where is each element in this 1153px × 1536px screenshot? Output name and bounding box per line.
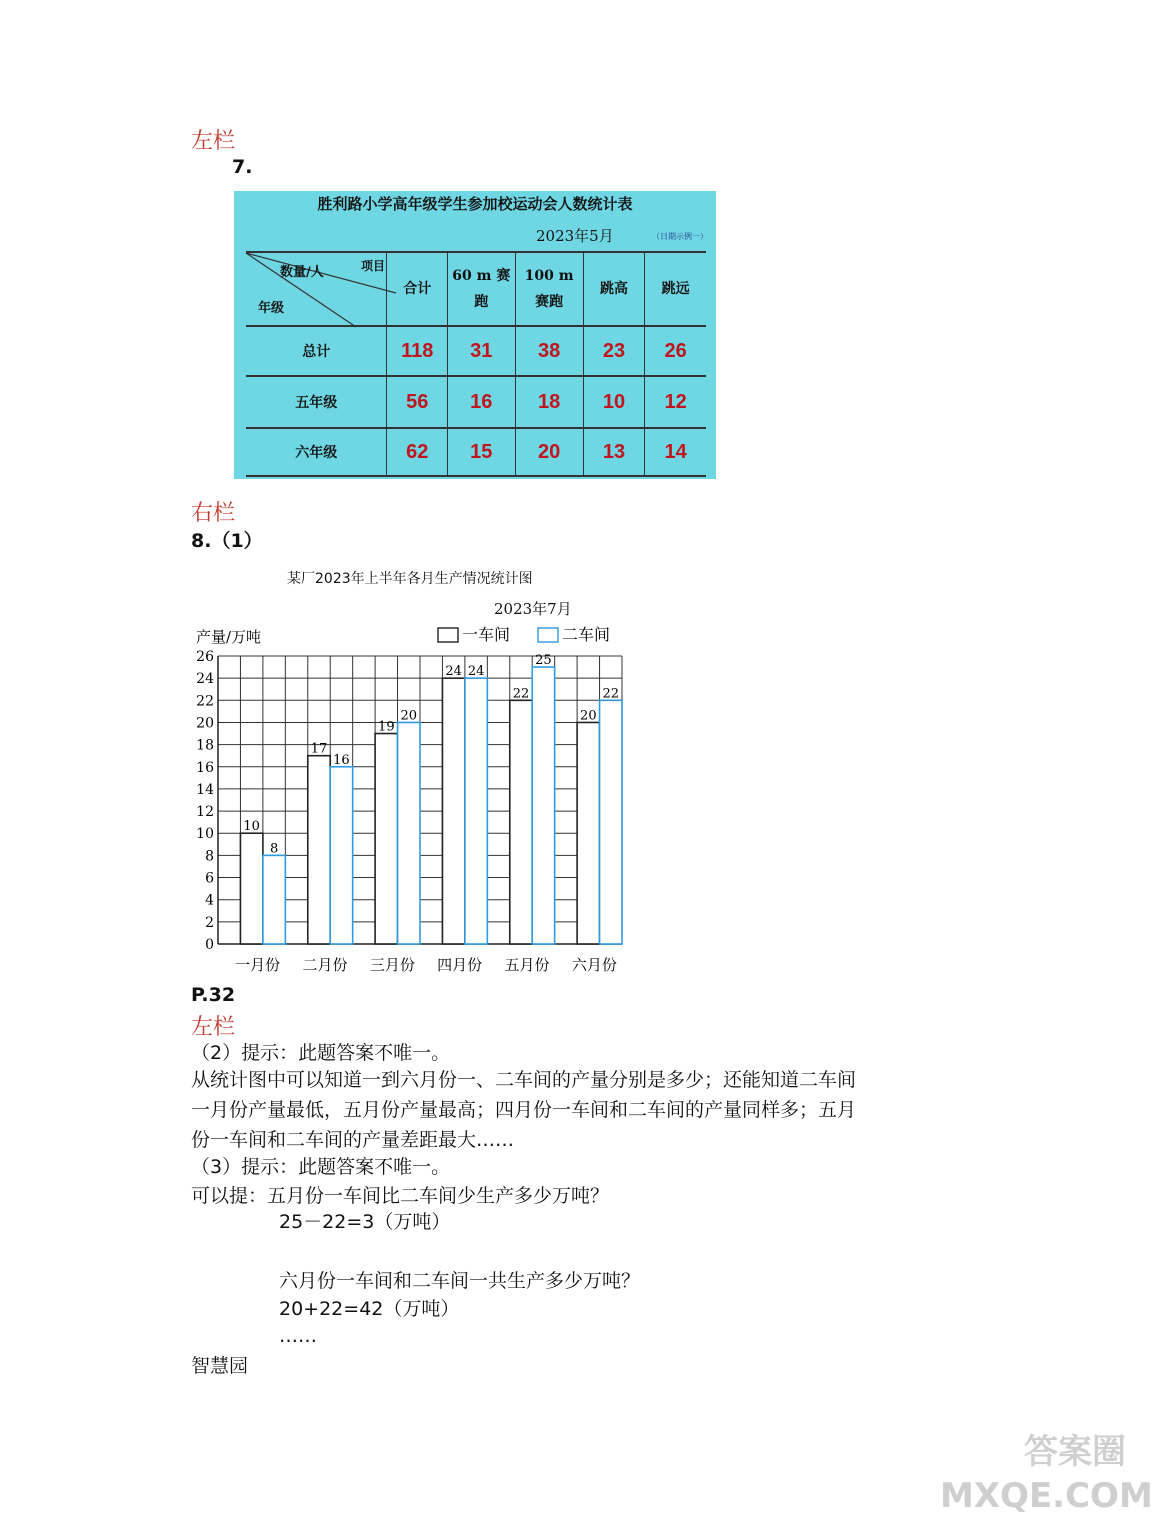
header-100m: 100 m 赛跑 — [515, 252, 583, 326]
bar-二车间 — [398, 722, 420, 944]
y-tick-label: 22 — [196, 693, 214, 710]
header-60m: 60 m 赛跑 — [448, 252, 515, 326]
statistics-table — [246, 251, 706, 477]
answer-3-question-2: 六月份一车间和二车间一共生产多少万吨？ — [279, 1270, 641, 1292]
answer-2-line-3: 份一车间和二车间的产量差距最大…… — [191, 1129, 515, 1151]
left-column-label-2: 左栏 — [191, 1015, 236, 1040]
data-label: 19 — [378, 719, 395, 735]
data-label: 8 — [269, 841, 279, 857]
right-column-label: 右栏 — [191, 501, 236, 526]
table-row — [246, 326, 706, 376]
table-note: （日期示例一） — [652, 232, 708, 241]
data-label: 22 — [512, 686, 530, 702]
answer-3-calc-1: 25－22=3（万吨） — [279, 1211, 451, 1233]
bar-二车间 — [532, 667, 554, 944]
y-tick-label: 14 — [196, 781, 214, 798]
cell: 10 — [583, 376, 645, 428]
y-tick-label: 10 — [196, 826, 214, 843]
data-label: 24 — [467, 664, 485, 680]
answer-3-hint: （3）提示：此题答案不唯一。 — [191, 1156, 451, 1178]
cell: 62 — [387, 428, 448, 476]
bar-二车间 — [263, 855, 285, 944]
y-tick-label: 8 — [205, 848, 214, 865]
x-tick-label: 三月份 — [369, 956, 415, 974]
table-title: 胜利路小学高年级学生参加校运动会人数统计表 — [317, 195, 633, 213]
answer-3-calc-2: 20+22=42（万吨） — [279, 1298, 460, 1320]
cell: 13 — [583, 428, 645, 476]
corner-grade-label: 年级 — [258, 301, 285, 316]
y-tick-label: 16 — [196, 759, 214, 776]
data-label: 10 — [243, 819, 260, 835]
cell: 118 — [387, 326, 448, 376]
legend-label: 二车间 — [562, 625, 611, 644]
data-label: 20 — [580, 708, 597, 724]
answer-2-line-2: 一月份产量最低，五月份产量最高；四月份一车间和二车间的产量同样多；五月 — [191, 1099, 857, 1121]
legend-label: 一车间 — [462, 625, 511, 644]
left-column-label: 左栏 — [191, 129, 236, 154]
cell: 16 — [448, 376, 515, 428]
chart-title: 某厂2023年上半年各月生产情况统计图 — [287, 571, 533, 587]
cell: 38 — [515, 326, 583, 376]
bar-一车间 — [308, 756, 330, 944]
x-tick-label: 四月份 — [437, 956, 483, 974]
y-tick-label: 24 — [196, 671, 214, 688]
watermark-logo: 答案圈 MXQE.COM — [940, 1432, 1153, 1516]
header-high-jump: 跳高 — [583, 252, 645, 326]
corner-item-label: 项目 — [360, 259, 385, 273]
y-tick-label: 20 — [196, 715, 214, 732]
bar-二车间 — [330, 767, 352, 944]
legend-swatch — [538, 628, 558, 642]
bar-一车间 — [375, 734, 397, 944]
bar-一车间 — [577, 722, 599, 944]
header-long-jump: 跳远 — [645, 252, 706, 326]
cell: 18 — [515, 376, 583, 428]
bar-chart — [180, 620, 650, 980]
corner-quantity-label: 数量/人 — [280, 265, 324, 280]
cell: 15 — [448, 428, 515, 476]
cell: 26 — [645, 326, 706, 376]
x-tick-label: 一月份 — [235, 956, 281, 974]
cell: 23 — [583, 326, 645, 376]
answer-3-ellipsis: …… — [279, 1325, 317, 1347]
x-tick-label: 二月份 — [302, 956, 348, 974]
y-axis-label: 产量/万吨 — [196, 628, 262, 646]
cell: 31 — [448, 326, 515, 376]
data-label: 16 — [333, 752, 350, 768]
bar-二车间 — [600, 700, 622, 944]
data-label: 25 — [535, 653, 552, 669]
data-label: 24 — [445, 664, 462, 680]
bar-一车间 — [510, 700, 532, 944]
answer-2-line-1: 从统计图中可以知道一到六月份一、二车间的产量分别是多少；还能知道二车间 — [191, 1069, 857, 1091]
x-tick-label: 六月份 — [571, 956, 617, 974]
table-date: 2023年5月 — [536, 227, 614, 245]
y-tick-label: 26 — [196, 649, 214, 665]
cell: 20 — [515, 428, 583, 476]
answer-2-hint: （2）提示：此题答案不唯一。 — [191, 1042, 451, 1064]
table-row — [246, 376, 706, 428]
question-7-number: 7. — [232, 156, 253, 178]
y-tick-label: 0 — [205, 937, 214, 953]
bar-一车间 — [240, 833, 262, 944]
statistics-table-image — [234, 191, 716, 479]
question-8-1-number: 8.（1） — [191, 530, 263, 552]
bar-二车间 — [465, 678, 487, 944]
data-label: 22 — [602, 686, 620, 702]
data-label: 20 — [400, 708, 418, 724]
chart-date: 2023年7月 — [494, 600, 572, 618]
y-tick-label: 2 — [205, 914, 214, 931]
row-label-total: 总计 — [246, 326, 387, 376]
cell: 56 — [387, 376, 448, 428]
answer-3-question-1: 可以提：五月份一车间比二车间少生产多少万吨？ — [191, 1185, 610, 1207]
section-zhihuiyuan: 智慧园 — [191, 1355, 249, 1377]
y-tick-label: 6 — [205, 870, 214, 887]
table-row — [246, 428, 706, 476]
y-tick-label: 4 — [205, 892, 214, 909]
cell: 12 — [645, 376, 706, 428]
y-tick-label: 12 — [196, 804, 214, 821]
page-number: P.32 — [191, 984, 236, 1006]
legend-swatch — [438, 628, 458, 642]
data-label: 17 — [310, 741, 328, 757]
row-label-grade5: 五年级 — [246, 376, 387, 428]
row-label-grade6: 六年级 — [246, 428, 387, 476]
cell: 14 — [645, 428, 706, 476]
corner-header-cell — [246, 252, 387, 326]
bar-一车间 — [442, 678, 464, 944]
x-tick-label: 五月份 — [504, 956, 550, 974]
y-tick-label: 18 — [196, 737, 214, 754]
header-total: 合计 — [387, 252, 448, 326]
